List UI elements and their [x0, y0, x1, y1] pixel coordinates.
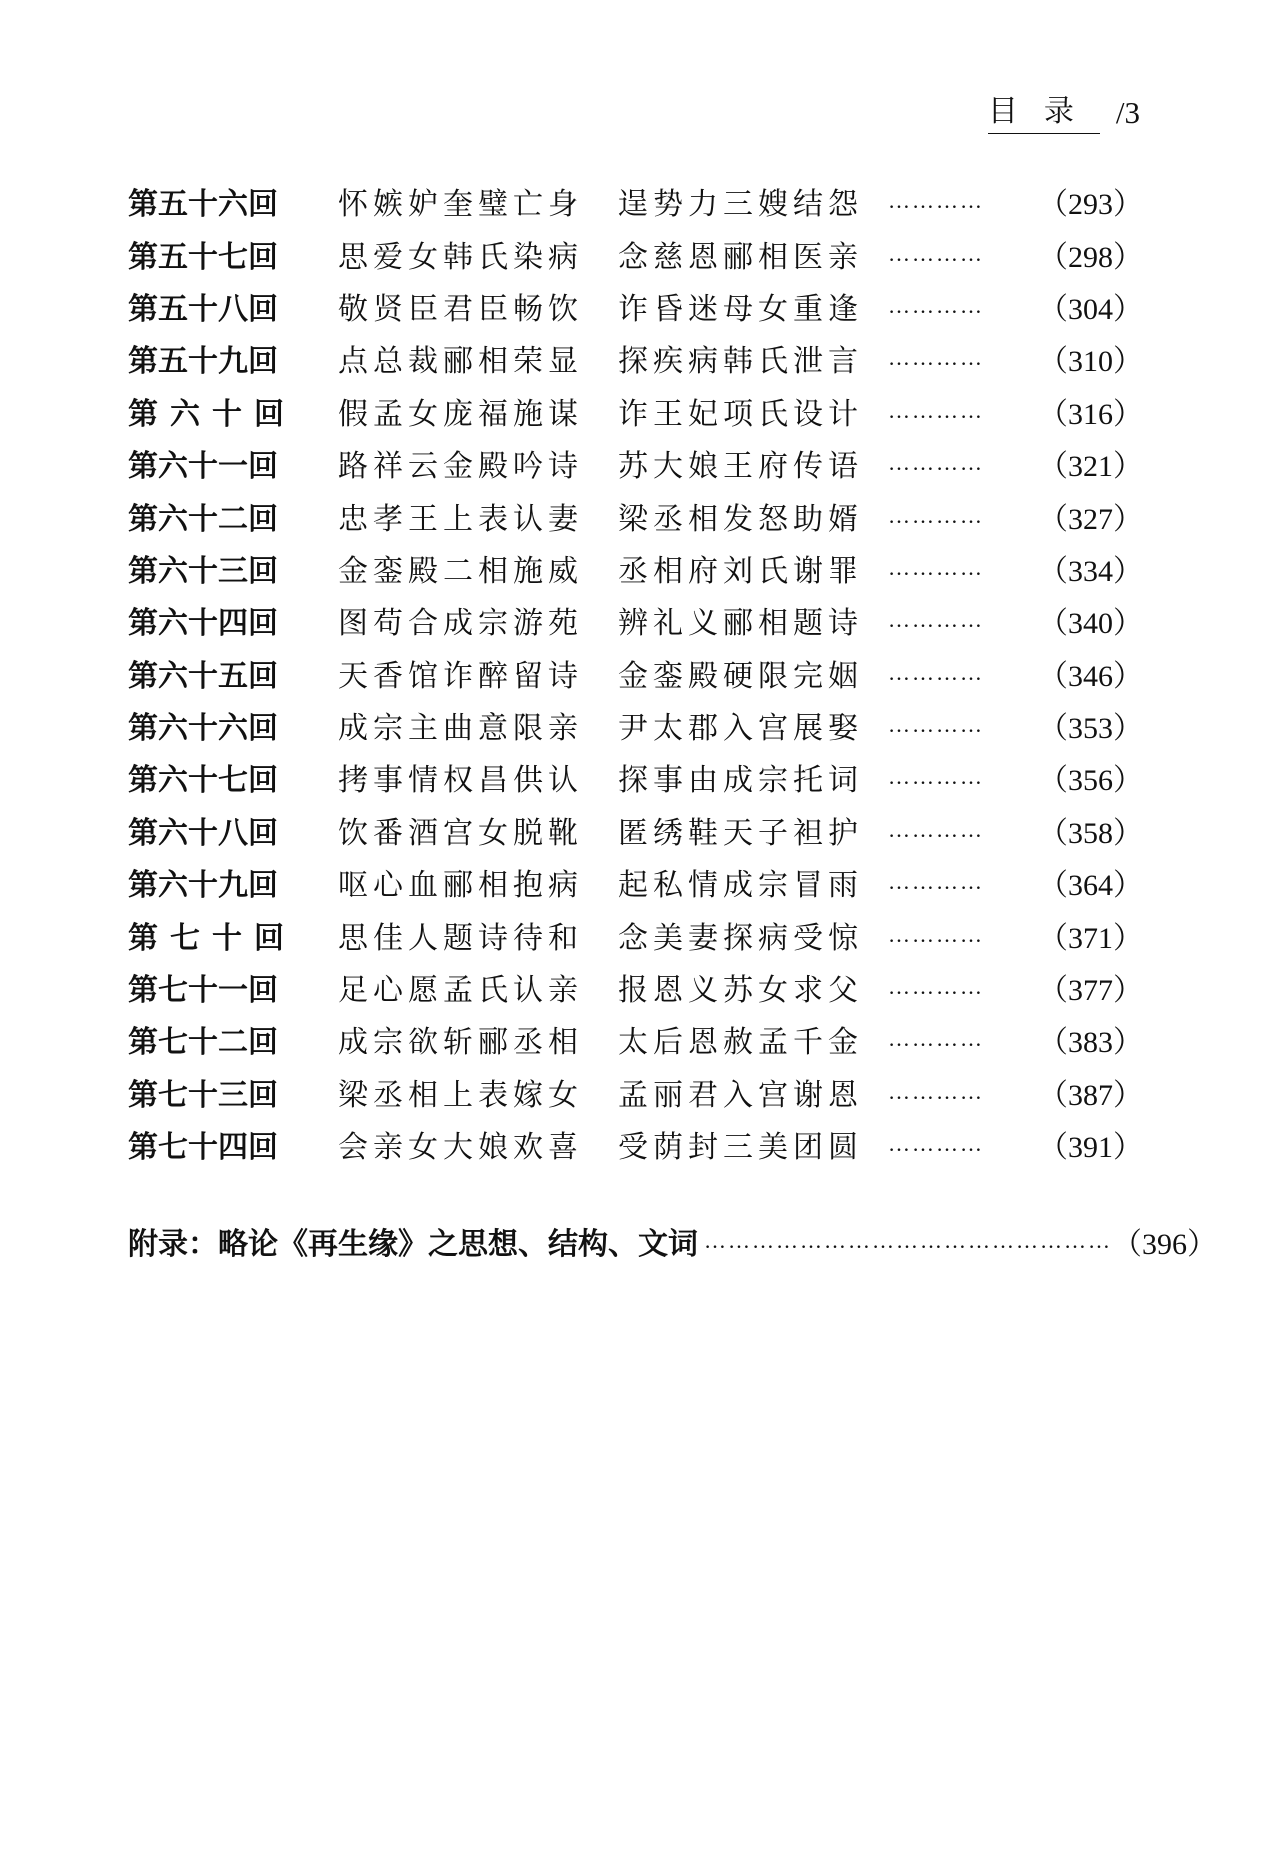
chapter-number: 第七十三回	[128, 1077, 278, 1113]
toc-row[interactable]	[128, 908, 1143, 960]
chapter-title-line-2: 太后恩赦孟千金	[618, 1025, 863, 1061]
chapter-title-line-1: 呕心血郦相抱病	[338, 868, 583, 904]
chapter-title-line-1: 思佳人题诗待和	[338, 920, 583, 956]
toc-row[interactable]	[128, 1066, 1143, 1118]
appendix-title: 附录：略论《再生缘》之思想、结构、文词	[128, 1227, 698, 1262]
toc-row[interactable]	[128, 804, 1143, 856]
page-number: （298）	[1038, 240, 1143, 274]
page-header	[988, 94, 1140, 134]
chapter-title-line-2: 诈昏迷母女重逢	[618, 291, 863, 327]
chapter-title-line-2: 丞相府刘氏谢罪	[618, 553, 863, 589]
toc-row[interactable]	[128, 385, 1143, 437]
chapter-title-line-1: 拷事情权昌供认	[338, 763, 583, 799]
leader-dots: …………	[888, 1131, 984, 1157]
chapter-number: 第六十五回	[128, 658, 278, 694]
chapter-number: 第六十七回	[128, 763, 278, 799]
leader-dots: …………	[888, 974, 984, 1000]
chapter-number: 第六十四回	[128, 606, 278, 642]
chapter-title-line-1: 金銮殿二相施威	[338, 553, 583, 589]
page-number: （316）	[1038, 397, 1143, 431]
chapter-number: 第五十六回	[128, 187, 278, 223]
toc-row[interactable]	[128, 699, 1143, 751]
chapter-title-line-2: 受荫封三美团圆	[618, 1130, 863, 1166]
chapter-title-line-2: 诈王妃项氏设计	[618, 396, 863, 432]
chapter-title-line-1: 图苟合成宗游苑	[338, 606, 583, 642]
appendix-page-number: （396）	[1112, 1228, 1217, 1261]
leader-dots: …………	[888, 240, 984, 266]
chapter-number: 第五十九回	[128, 344, 278, 380]
page-number: （383）	[1038, 1026, 1143, 1060]
toc-row[interactable]	[128, 647, 1143, 699]
page-number: （304）	[1038, 292, 1143, 326]
chapter-number: 第六十八回	[128, 815, 278, 851]
chapter-title-line-1: 会亲女大娘欢喜	[338, 1130, 583, 1166]
table-of-contents	[128, 175, 1143, 1170]
appendix-entry[interactable]	[128, 1215, 1217, 1267]
page-number: （340）	[1038, 607, 1143, 641]
chapter-number: 第七十回	[128, 920, 296, 956]
page-number: （358）	[1038, 816, 1143, 850]
chapter-title-line-2: 苏大娘王府传语	[618, 449, 863, 485]
chapter-title-line-1: 梁丞相上表嫁女	[338, 1077, 583, 1113]
leader-dots: …………	[888, 816, 984, 842]
chapter-title-line-1: 成宗欲斩郦丞相	[338, 1025, 583, 1061]
leader-dots: …………	[888, 1078, 984, 1104]
page-number: （377）	[1038, 974, 1143, 1008]
chapter-number: 第六十回	[128, 396, 296, 432]
chapter-title-line-1: 敬贤臣君臣畅饮	[338, 291, 583, 327]
chapter-title-line-2: 报恩义苏女求父	[618, 973, 863, 1009]
header-page-number: /3	[1115, 95, 1140, 130]
chapter-title-line-2: 逞势力三嫂结怨	[618, 187, 863, 223]
leader-dots: …………	[888, 869, 984, 895]
leader-dots: …………	[888, 292, 984, 318]
leader-dots: …………	[888, 450, 984, 476]
chapter-title-line-2: 念美妻探病受惊	[618, 920, 863, 956]
toc-row[interactable]	[128, 542, 1143, 594]
page-number: （391）	[1038, 1131, 1143, 1165]
chapter-number: 第六十一回	[128, 449, 278, 485]
chapter-number: 第七十一回	[128, 973, 278, 1009]
chapter-title-line-2: 念慈恩郦相医亲	[618, 239, 863, 275]
leader-dots: …………	[888, 1026, 984, 1052]
page-number: （321）	[1038, 450, 1143, 484]
page-number: （327）	[1038, 502, 1143, 536]
leader-dots: …………	[888, 921, 984, 947]
chapter-title-line-1: 点总裁郦相荣显	[338, 344, 583, 380]
toc-row[interactable]	[128, 961, 1143, 1013]
leader-dots: …………	[888, 659, 984, 685]
leader-dots: …………	[888, 397, 984, 423]
page-number: （353）	[1038, 712, 1143, 746]
toc-row[interactable]	[128, 751, 1143, 803]
toc-row[interactable]	[128, 1013, 1143, 1065]
toc-row[interactable]	[128, 175, 1143, 227]
chapter-title-line-1: 忠孝王上表认妻	[338, 501, 583, 537]
leader-dots: …………	[888, 764, 984, 790]
leader-dots: …………	[888, 345, 984, 371]
leader-dots: …………	[888, 712, 984, 738]
chapter-title-line-2: 梁丞相发怒助婿	[618, 501, 863, 537]
leader-dots: …………	[888, 554, 984, 580]
chapter-title-line-1: 怀嫉妒奎璧亡身	[338, 187, 583, 223]
chapter-number: 第七十二回	[128, 1025, 278, 1061]
chapter-title-line-1: 饮番酒宫女脱靴	[338, 815, 583, 851]
chapter-title-line-2: 金銮殿硬限完姻	[618, 658, 863, 694]
page-number: （293）	[1038, 188, 1143, 222]
chapter-number: 第七十四回	[128, 1130, 278, 1166]
chapter-title-line-2: 辨礼义郦相题诗	[618, 606, 863, 642]
page-number: （371）	[1038, 921, 1143, 955]
page-number: （346）	[1038, 659, 1143, 693]
toc-row[interactable]	[128, 856, 1143, 908]
chapter-title-line-2: 匿绣鞋天子袒护	[618, 815, 863, 851]
chapter-title-line-2: 尹太郡入宫展娶	[618, 711, 863, 747]
page-number: （364）	[1038, 869, 1143, 903]
header-title: 目录	[988, 97, 1100, 134]
chapter-number: 第六十三回	[128, 553, 278, 589]
toc-row[interactable]	[128, 437, 1143, 489]
chapter-title-line-2: 探疾病韩氏泄言	[618, 344, 863, 380]
chapter-title-line-2: 孟丽君入宫谢恩	[618, 1077, 863, 1113]
leader-dots: …………	[888, 607, 984, 633]
chapter-number: 第六十二回	[128, 501, 278, 537]
chapter-title-line-1: 思爱女韩氏染病	[338, 239, 583, 275]
leader-dots: …………	[888, 502, 984, 528]
chapter-number: 第五十七回	[128, 239, 278, 275]
page-number: （356）	[1038, 764, 1143, 798]
chapter-title-line-1: 足心愿孟氏认亲	[338, 973, 583, 1009]
toc-row[interactable]	[128, 489, 1143, 541]
toc-row[interactable]	[128, 280, 1143, 332]
toc-row[interactable]	[128, 227, 1143, 279]
page-number: （310）	[1038, 345, 1143, 379]
chapter-title-line-1: 假孟女庞福施谋	[338, 396, 583, 432]
chapter-number: 第六十六回	[128, 711, 278, 747]
toc-row[interactable]	[128, 332, 1143, 384]
leader-dots: …………	[888, 188, 984, 214]
chapter-title-line-1: 成宗主曲意限亲	[338, 711, 583, 747]
chapter-title-line-2: 探事由成宗托词	[618, 763, 863, 799]
leader-dots: ……………………………………………	[704, 1228, 1112, 1253]
chapter-title-line-1: 天香馆诈醉留诗	[338, 658, 583, 694]
chapter-number: 第六十九回	[128, 868, 278, 904]
chapter-number: 第五十八回	[128, 291, 278, 327]
chapter-title-line-1: 路祥云金殿吟诗	[338, 449, 583, 485]
page-number: （334）	[1038, 554, 1143, 588]
chapter-title-line-2: 起私情成宗冒雨	[618, 868, 863, 904]
toc-row[interactable]	[128, 594, 1143, 646]
toc-row[interactable]	[128, 1118, 1143, 1170]
page-number: （387）	[1038, 1078, 1143, 1112]
